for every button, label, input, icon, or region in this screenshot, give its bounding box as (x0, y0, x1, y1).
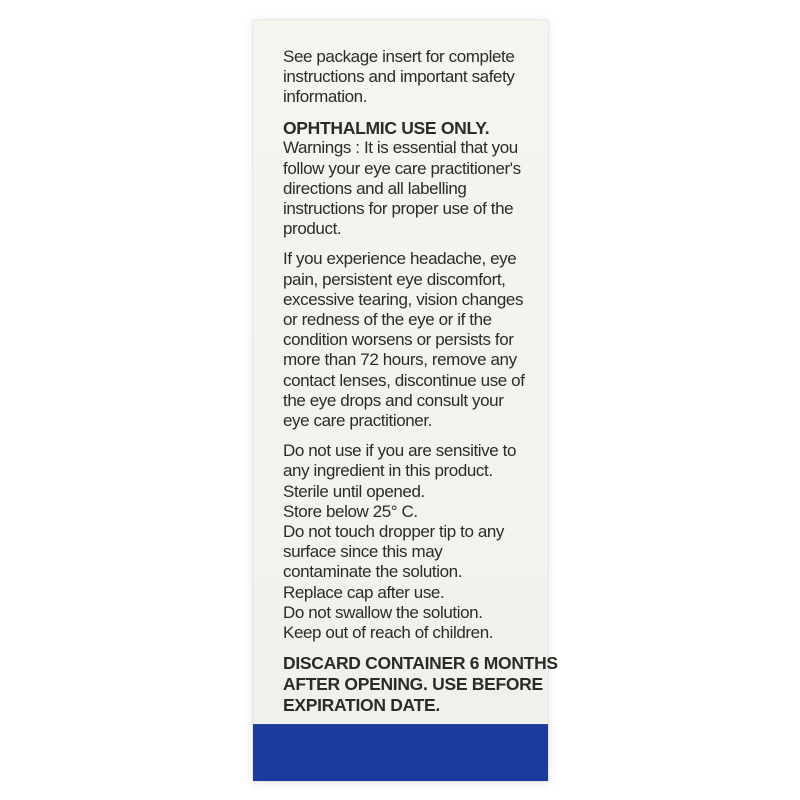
label-text-line: If you experience headache, eye (283, 249, 517, 269)
warnings-paragraph (283, 138, 538, 239)
label-text-line: any ingredient in this product. (283, 461, 493, 481)
label-text-line: instructions and important safety (283, 67, 515, 87)
label-text-line: pain, persistent eye discomfort, (283, 269, 506, 289)
label-text-line: Replace cap after use. (283, 582, 445, 602)
blue-band (253, 724, 548, 781)
label-text-line: directions and all labelling (283, 178, 467, 198)
ophthalmic-use-heading: OPHTHALMIC USE ONLY. (283, 117, 490, 138)
ophthalmic-heading-block (283, 118, 538, 139)
label-text-line: or redness of the eye or if the (283, 310, 492, 330)
label-text-line: follow your eye care practitioner's (283, 158, 521, 178)
label-text-line: AFTER OPENING. USE BEFORE (283, 674, 543, 695)
label-text-line: Sterile until opened. (283, 481, 425, 501)
precautions-paragraph (283, 441, 538, 643)
label-text-line: Keep out of reach of children. (283, 623, 494, 643)
label-text-line: Do not use if you are sensitive to (283, 441, 517, 461)
label-text-line: product. (283, 219, 342, 239)
label-text-line: DISCARD CONTAINER 6 MONTHS (283, 653, 558, 674)
discard-notice (283, 653, 558, 716)
intro-paragraph (283, 47, 538, 108)
label-text-line: condition worsens or persists for (283, 330, 514, 350)
label-text-line: contact lenses, discontinue use of (283, 370, 525, 390)
symptoms-paragraph (283, 249, 538, 431)
label-text-line: information. (283, 87, 368, 107)
label-text-line: excessive tearing, vision changes (283, 289, 524, 309)
label-text-line: Do not touch dropper tip to any (283, 522, 505, 542)
label-text-line: more than 72 hours, remove any (283, 350, 517, 370)
label-text-line: EXPIRATION DATE. (283, 695, 440, 716)
label-text-line: Store below 25° C. (283, 501, 418, 521)
label-text-line: eye care practitioner. (283, 411, 433, 431)
label-text-line: Warnings : It is essential that you (283, 138, 518, 158)
label-text-line: surface since this may (283, 542, 443, 562)
label-text-line: Do not swallow the solution. (283, 602, 483, 622)
label-text-line: contaminate the solution. (283, 562, 463, 582)
label-text-line: instructions for proper use of the (283, 199, 514, 219)
label-text-area (283, 47, 558, 716)
label-text-line: See package insert for complete (283, 47, 515, 66)
label-text-line: the eye drops and consult your (283, 390, 504, 410)
package-box-side-panel (253, 20, 558, 781)
